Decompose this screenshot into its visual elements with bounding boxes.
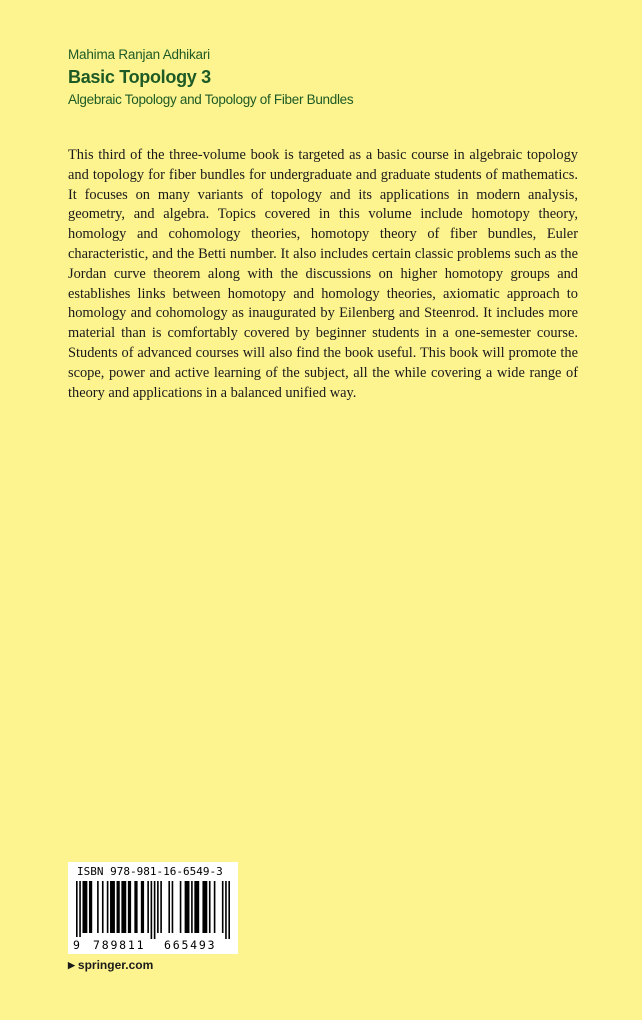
barcode-bar — [89, 881, 92, 933]
barcode-bar — [168, 881, 170, 933]
barcode-bar — [107, 881, 109, 933]
barcode-bar — [102, 881, 104, 933]
barcode-bar — [172, 881, 174, 933]
barcode-bar — [82, 881, 87, 933]
barcode-right-digits: 665493 — [164, 938, 217, 952]
barcode-bar — [79, 881, 81, 939]
triangle-right-icon: ▶ — [68, 960, 75, 970]
barcode-bar — [191, 881, 193, 933]
barcode-bar — [154, 881, 156, 939]
barcode-bar — [110, 881, 115, 933]
barcode-bar — [134, 881, 137, 933]
barcode-bar — [151, 881, 153, 939]
barcode-bar — [121, 881, 126, 933]
barcode-bar — [228, 881, 230, 939]
barcode-bar — [222, 881, 224, 933]
barcode-bars — [76, 881, 230, 939]
publisher-label: springer.com — [77, 958, 154, 972]
barcode-bar — [194, 881, 199, 933]
barcode-bar — [185, 881, 190, 933]
barcode-digits — [72, 937, 232, 953]
book-description: This third of the three-volume book is targeted as a basic course in algebraic topology and topology for fiber bundles for undergraduate and graduate students of mathematics. It focuses on many variants of topology and its applications in modern analysis, geometry, and algebra. Topics covered in this volume include homotopy theory, homology and cohomology theories, homotopy theory of fiber bundles, Euler characteristic, and the Betti number. It also includes certain classic problems such as the Jordan curve theorem along with the discussions on higher homotopy groups and establishes links between homotopy and homology theories, axiomatic approach to homology and cohomology as inaugurated by Eilenberg and Steenrod. It includes more material than is comfortably covered by beginner students in a one-semester course. Students of advanced courses will also find the book useful. This book will promote the scope, power and active learning of the subject, all the while covering a wide range of theory and applications in a balanced unified way. — [68, 147, 578, 401]
barcode-bar — [147, 881, 149, 933]
barcode-box — [68, 862, 238, 954]
barcode-bar — [141, 881, 144, 933]
barcode-left-digits: 789811 — [93, 938, 146, 952]
barcode-bar — [117, 881, 120, 933]
isbn-label: ISBN 978-981-16-6549-3 — [77, 865, 223, 878]
publisher-link[interactable] — [68, 958, 153, 972]
barcode-bar — [160, 881, 162, 933]
book-subtitle: Algebraic Topology and Topology of Fiber Bundles — [68, 92, 354, 107]
barcode-first-digit: 9 — [73, 938, 80, 952]
barcode-bar — [76, 881, 78, 939]
barcode-bar — [128, 881, 131, 933]
book-title: Basic Topology 3 — [68, 67, 211, 87]
barcode-bar — [97, 881, 99, 933]
barcode-bar — [180, 881, 182, 933]
barcode-bar — [214, 881, 216, 933]
author-name: Mahima Ranjan Adhikari — [68, 47, 210, 62]
barcode-bar — [209, 881, 211, 933]
barcode-bar — [157, 881, 159, 933]
barcode-bar — [225, 881, 227, 939]
barcode-bar — [202, 881, 207, 933]
